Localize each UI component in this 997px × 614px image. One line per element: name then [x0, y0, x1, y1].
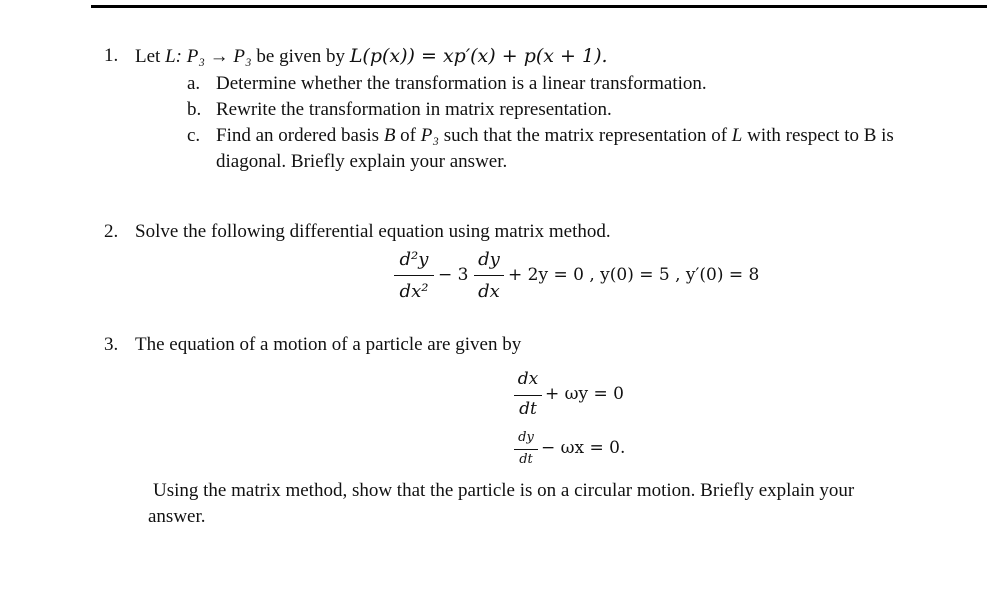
top-rule — [91, 5, 987, 8]
q2-den2: dx — [478, 281, 500, 302]
q3-eq2-num: dy — [518, 430, 534, 445]
q1c-L: L — [731, 125, 743, 146]
q1-given-by: be given by — [256, 46, 346, 67]
q2-text: Solve the following differential equation using matrix method. — [135, 221, 611, 242]
q3-conclusion-line2: answer. — [148, 506, 206, 527]
q1c-text-mid: such that the matrix representation of — [443, 125, 728, 146]
q3-text: The equation of a motion of a particle are given by — [135, 334, 522, 355]
q1b-text: Rewrite the transformation in matrix representation. — [216, 99, 612, 120]
q1b-label: b. — [187, 99, 202, 120]
q3-eq1-bar — [514, 395, 542, 396]
q1c-p3: P₃ — [420, 125, 439, 146]
q3-eq2-den: dt — [519, 452, 533, 467]
q2-den1: dx² — [399, 281, 429, 302]
q3-conclusion-line1: Using the matrix method, show that the particle is on a circular motion. Briefly explain your — [153, 480, 855, 501]
q1-formula: L(p(x)) = xp′(x) + p(x + 1). — [349, 45, 608, 67]
q2-rest: + 2y = 0 , y(0) = 5 , y′(0) = 8 — [508, 265, 760, 285]
q2-num1: d²y — [399, 249, 429, 270]
q3-eq2-bar — [514, 449, 538, 450]
q1-number: 1. — [104, 45, 119, 66]
q2-number: 2. — [104, 221, 119, 242]
q1a-label: a. — [187, 73, 201, 94]
q3-eq2-rest: − ωx = 0. — [541, 438, 626, 458]
q2-frac-bar1 — [394, 275, 434, 276]
q3-eq1-num: dx — [517, 369, 539, 389]
q3-number: 3. — [104, 334, 119, 355]
q2-frac-bar2 — [474, 275, 504, 276]
q1-mapping: L: P₃ → P₃ — [165, 46, 252, 67]
q1-intro: Let — [135, 46, 161, 67]
q1c-text-end: with respect to B is — [747, 125, 894, 146]
q1c-label: c. — [187, 125, 201, 146]
q1a-text: Determine whether the transformation is a linear transformation. — [216, 73, 707, 94]
q1c-of: of — [400, 125, 416, 146]
q1-line — [135, 45, 608, 68]
q1c-text-pre: Find an ordered basis — [216, 125, 380, 146]
q2-num2: dy — [478, 249, 500, 270]
q1c-basis: B — [383, 125, 396, 146]
q3-eq1-rest: + ωy = 0 — [545, 384, 624, 404]
q1c-line2: diagonal. Briefly explain your answer. — [216, 151, 508, 172]
q3-eq1-den: dt — [519, 399, 537, 419]
q1c-line1 — [216, 125, 894, 147]
q2-minus3: − 3 — [438, 265, 469, 285]
